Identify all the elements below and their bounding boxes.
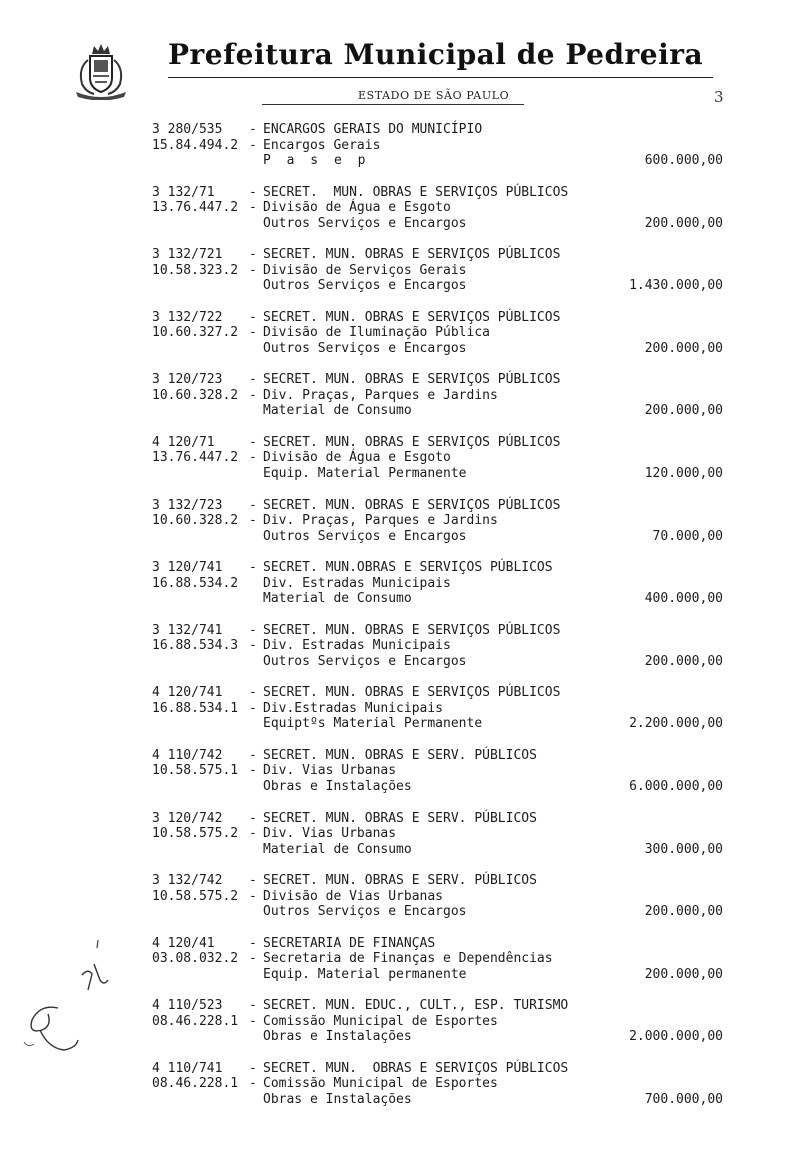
- entry-dash: -: [249, 700, 257, 716]
- entry-function-code: 13.76.447.2: [152, 200, 239, 216]
- entry-code: 3 132/723: [152, 497, 223, 513]
- state-subtitle: ESTADO DE SÃO PAULO: [358, 89, 510, 102]
- entry-dash: -: [249, 998, 257, 1014]
- entry-dash: -: [249, 826, 257, 842]
- entry-department: SECRETARIA DE FINANÇAS: [263, 935, 436, 951]
- entry-dash: -: [249, 622, 257, 638]
- entry-function-code: 10.58.575.2: [152, 826, 239, 842]
- page-number: 3: [714, 88, 724, 106]
- page-title: Prefeitura Municipal de Pedreira: [168, 38, 704, 71]
- entry-department: SECRET. MUN. OBRAS E SERVIÇOS PÚBLICOS: [263, 497, 561, 513]
- entry-unit: Div. Praças, Parques e Jardins: [263, 513, 498, 529]
- entry-code: 4 110/523: [152, 998, 223, 1014]
- entry-department: SECRET. MUN. OBRAS E SERV. PÚBLICOS: [263, 873, 537, 889]
- entry-unit: Encargos Gerais: [263, 137, 381, 153]
- entry-dash: -: [249, 184, 257, 200]
- entry-department: SECRET. MUN.OBRAS E SERVIÇOS PÚBLICOS: [263, 560, 553, 576]
- budget-entry: [0, 560, 800, 623]
- entry-code: 4 110/742: [152, 747, 223, 763]
- entry-code: 3 132/741: [152, 622, 223, 638]
- entry-amount: 700.000,00: [644, 1091, 723, 1107]
- entry-amount: 120.000,00: [644, 465, 723, 481]
- entry-code: 4 110/741: [152, 1060, 223, 1076]
- entry-dash: -: [249, 873, 257, 889]
- entry-item: Outros Serviços e Encargos: [263, 528, 467, 544]
- entry-dash: -: [249, 247, 257, 263]
- entry-department: SECRET. MUN. OBRAS E SERVIÇOS PÚBLICOS: [263, 1060, 569, 1076]
- entry-code: 3 120/723: [152, 372, 223, 388]
- entry-dash: -: [249, 137, 257, 153]
- entry-dash: -: [249, 325, 257, 341]
- entry-dash: -: [249, 560, 257, 576]
- entry-item: Obras e Instalações: [263, 1029, 412, 1045]
- entry-code: 3 120/741: [152, 560, 223, 576]
- entry-dash: -: [249, 497, 257, 513]
- entry-item: Material de Consumo: [263, 591, 412, 607]
- budget-entry: [0, 310, 800, 373]
- entry-item: Material de Consumo: [263, 841, 412, 857]
- entry-dash: -: [249, 434, 257, 450]
- entry-item: Material de Consumo: [263, 403, 412, 419]
- budget-entry: [0, 811, 800, 874]
- entry-unit: Div. Praças, Parques e Jardins: [263, 387, 498, 403]
- budget-entry: [0, 685, 800, 748]
- entry-amount: 200.000,00: [644, 966, 723, 982]
- entry-dash: -: [249, 1076, 257, 1092]
- entry-dash: -: [249, 450, 257, 466]
- entry-department: SECRET. MUN. OBRAS E SERVIÇOS PÚBLICOS: [263, 372, 561, 388]
- entry-function-code: 03.08.032.2: [152, 951, 239, 967]
- entry-dash: -: [249, 513, 257, 529]
- entry-code: 4 120/71: [152, 434, 215, 450]
- entry-department: SECRET. MUN. OBRAS E SERVIÇOS PÚBLICOS: [263, 184, 569, 200]
- entry-department: SECRET. MUN. EDUC., CULT., ESP. TURISMO: [263, 998, 569, 1014]
- entry-department: SECRET. MUN. OBRAS E SERVIÇOS PÚBLICOS: [263, 247, 561, 263]
- entry-function-code: 08.46.228.1: [152, 1013, 239, 1029]
- entry-item: Obras e Instalações: [263, 1091, 412, 1107]
- entry-amount: 200.000,00: [644, 653, 723, 669]
- entry-item: Equiptºs Material Permanente: [263, 716, 483, 732]
- entry-unit: Divisão de Vias Urbanas: [263, 888, 444, 904]
- budget-entry: [0, 185, 800, 248]
- entry-item: Outros Serviços e Encargos: [263, 340, 467, 356]
- entry-dash: -: [249, 888, 257, 904]
- entry-dash: -: [249, 763, 257, 779]
- budget-entry: [0, 498, 800, 561]
- budget-entry: [0, 247, 800, 310]
- municipal-seal: [72, 42, 130, 100]
- entry-dash: -: [249, 372, 257, 388]
- entry-function-code: 16.88.534.2: [152, 575, 239, 591]
- subtitle-rule: [262, 104, 524, 105]
- entry-code: 3 132/71: [152, 184, 215, 200]
- entry-code: 4 120/741: [152, 685, 223, 701]
- budget-entry: [0, 873, 800, 936]
- entry-amount: 6.000.000,00: [629, 778, 723, 794]
- entry-code: 3 280/535: [152, 122, 223, 137]
- budget-entry: [0, 623, 800, 686]
- entry-function-code: 15.84.494.2: [152, 137, 239, 153]
- budget-entry: [0, 122, 800, 185]
- entry-item: P a s e p: [263, 153, 370, 168]
- budget-entry: [0, 1061, 800, 1124]
- entry-unit: Comissão Municipal de Esportes: [263, 1013, 498, 1029]
- entry-department: SECRET. MUN. OBRAS E SERVIÇOS PÚBLICOS: [263, 309, 561, 325]
- entry-code: 3 120/742: [152, 810, 223, 826]
- entry-amount: 200.000,00: [644, 403, 723, 419]
- entry-unit: Div.Estradas Municipais: [263, 700, 444, 716]
- entry-code: 3 132/721: [152, 247, 223, 263]
- entry-function-code: 10.60.328.2: [152, 387, 239, 403]
- entry-amount: 300.000,00: [644, 841, 723, 857]
- entry-item: Equip. Material Permanente: [263, 465, 467, 481]
- budget-entry: [0, 435, 800, 498]
- entry-item: Outros Serviços e Encargos: [263, 653, 467, 669]
- entry-item: Outros Serviços e Encargos: [263, 904, 467, 920]
- entry-dash: -: [249, 951, 257, 967]
- entry-function-code: 10.60.328.2: [152, 513, 239, 529]
- entry-unit: Div. Vias Urbanas: [263, 763, 397, 779]
- entry-item: Obras e Instalações: [263, 778, 412, 794]
- entry-amount: 70.000,00: [652, 528, 723, 544]
- entry-function-code: 10.58.575.1: [152, 763, 239, 779]
- entry-amount: 200.000,00: [644, 340, 723, 356]
- entry-dash: -: [249, 200, 257, 216]
- entry-function-code: 08.46.228.1: [152, 1076, 239, 1092]
- entry-function-code: 10.60.327.2: [152, 325, 239, 341]
- entry-code: 3 132/722: [152, 309, 223, 325]
- entry-item: Outros Serviços e Encargos: [263, 278, 467, 294]
- entry-dash: -: [249, 1060, 257, 1076]
- entry-unit: Divisão de Água e Esgoto: [263, 450, 451, 466]
- entry-dash: -: [249, 685, 257, 701]
- entry-dash: -: [249, 935, 257, 951]
- entry-amount: 600.000,00: [644, 153, 723, 168]
- entry-dash: -: [249, 262, 257, 278]
- entry-department: ENCARGOS GERAIS DO MUNICÍPIO: [263, 122, 483, 137]
- entry-dash: -: [249, 638, 257, 654]
- entry-function-code: 13.76.447.2: [152, 450, 239, 466]
- entry-dash: -: [249, 122, 257, 137]
- entry-dash: -: [249, 309, 257, 325]
- entry-unit: Comissão Municipal de Esportes: [263, 1076, 498, 1092]
- entry-dash: -: [249, 810, 257, 826]
- entry-unit: Secretaria de Finanças e Dependências: [263, 951, 553, 967]
- header-rule: [168, 77, 713, 78]
- budget-entry: [0, 748, 800, 811]
- entry-function-code: 16.88.534.1: [152, 700, 239, 716]
- entry-amount: 1.430.000,00: [629, 278, 723, 294]
- entry-amount: 400.000,00: [644, 591, 723, 607]
- entry-code: 3 132/742: [152, 873, 223, 889]
- entry-item: Outros Serviços e Encargos: [263, 215, 467, 231]
- entry-unit: Divisão de Iluminação Pública: [263, 325, 490, 341]
- entry-function-code: 16.88.534.3: [152, 638, 239, 654]
- entry-unit: Divisão de Serviços Gerais: [263, 262, 467, 278]
- entry-amount: 2.200.000,00: [629, 716, 723, 732]
- entry-department: SECRET. MUN. OBRAS E SERVIÇOS PÚBLICOS: [263, 685, 561, 701]
- entry-function-code: 10.58.575.2: [152, 888, 239, 904]
- entry-amount: 200.000,00: [644, 904, 723, 920]
- entry-dash: -: [249, 747, 257, 763]
- entry-amount: 200.000,00: [644, 215, 723, 231]
- entry-dash: -: [249, 387, 257, 403]
- entry-unit: Div. Vias Urbanas: [263, 826, 397, 842]
- entry-department: SECRET. MUN. OBRAS E SERVIÇOS PÚBLICOS: [263, 434, 561, 450]
- entry-unit: Div. Estradas Municipais: [263, 638, 451, 654]
- budget-entry: [0, 372, 800, 435]
- entry-amount: 2.000.000,00: [629, 1029, 723, 1045]
- entry-unit: Div. Estradas Municipais: [263, 575, 451, 591]
- entry-function-code: 10.58.323.2: [152, 262, 239, 278]
- entry-dash: -: [249, 1013, 257, 1029]
- handwritten-initials: [18, 930, 128, 1060]
- entry-unit: Divisão de Água e Esgoto: [263, 200, 451, 216]
- entry-department: SECRET. MUN. OBRAS E SERVIÇOS PÚBLICOS: [263, 622, 561, 638]
- entry-item: Equip. Material permanente: [263, 966, 467, 982]
- entry-code: 4 120/41: [152, 935, 215, 951]
- entry-department: SECRET. MUN. OBRAS E SERV. PÚBLICOS: [263, 810, 537, 826]
- entry-department: SECRET. MUN. OBRAS E SERV. PÚBLICOS: [263, 747, 537, 763]
